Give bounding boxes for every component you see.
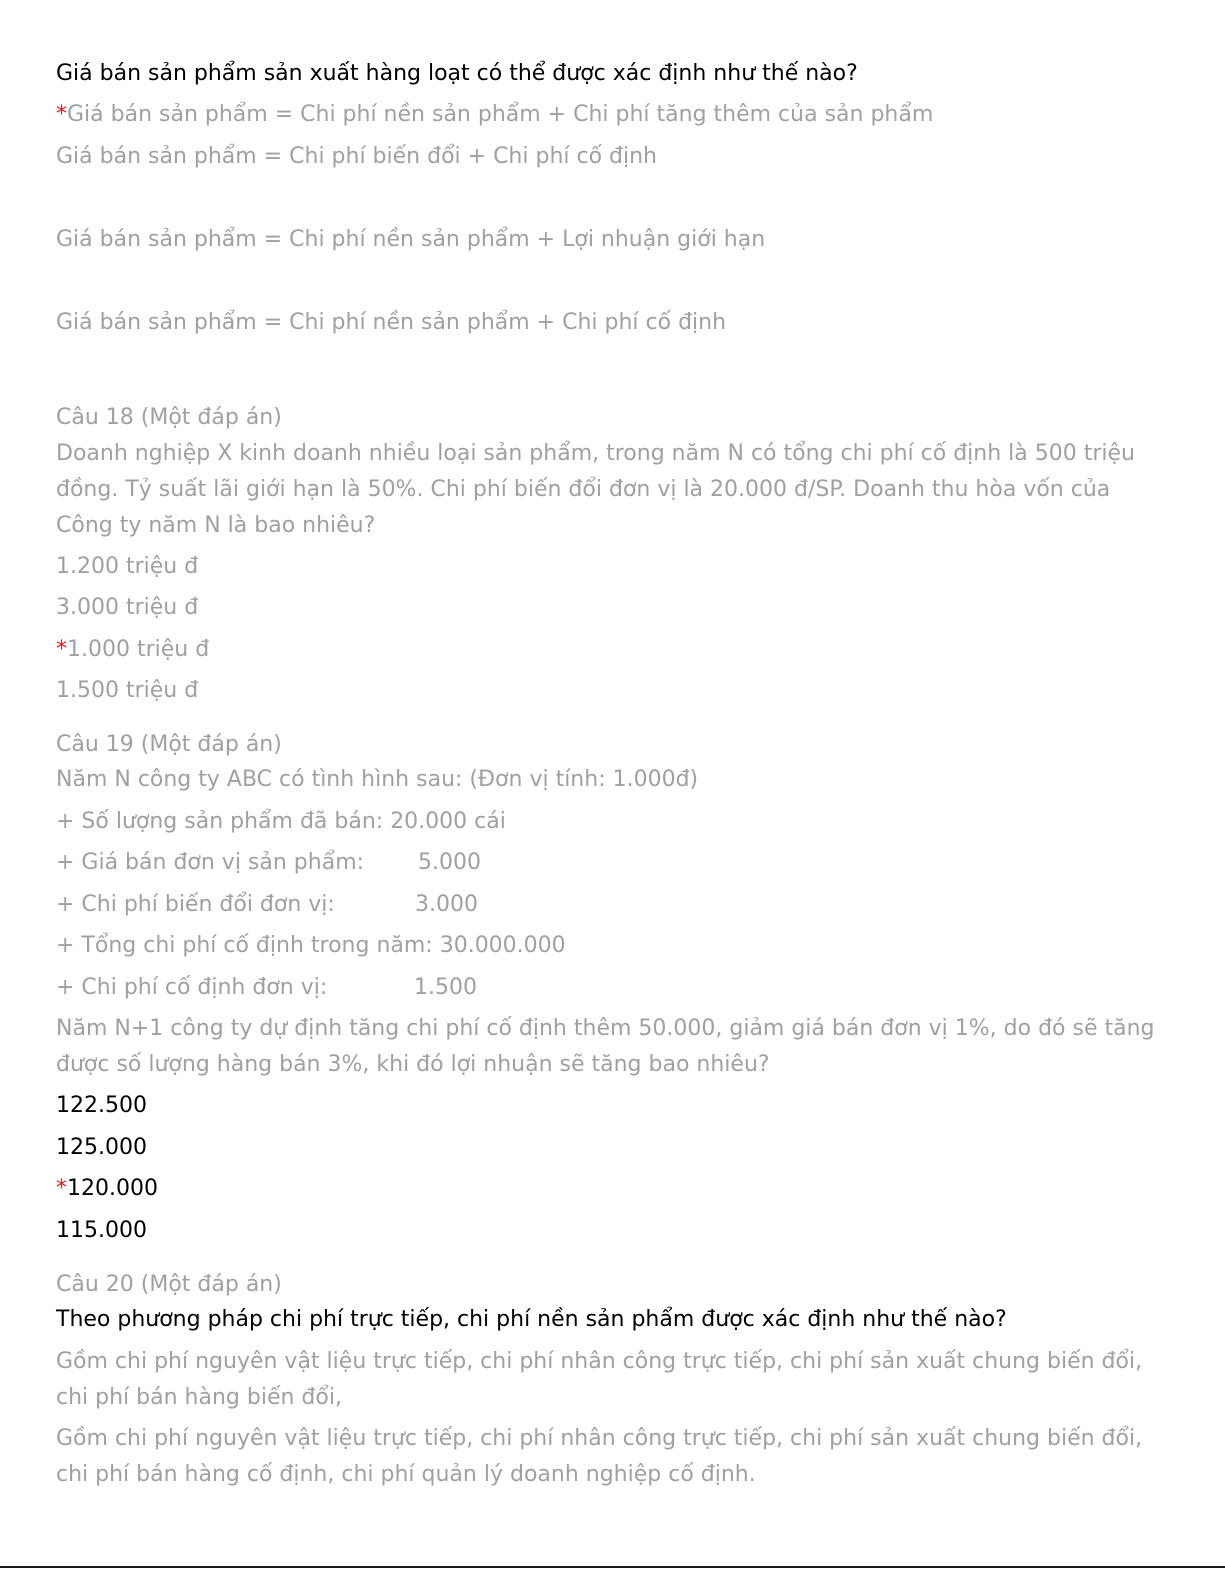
option-text: Giá bán sản phẩm = Chi phí nền sản phẩm + Chi phí tăng thêm của sản phẩm [67, 102, 934, 127]
q19-option-1[interactable]: 122.500 [56, 1093, 147, 1118]
fact-label: + Chi phí cố định đơn vị: [56, 975, 328, 1000]
q17-option-1[interactable] [56, 104, 933, 126]
q19-fact-quantity [56, 811, 506, 833]
fact-value: 3.000 [415, 892, 478, 917]
q17-option-4[interactable]: Giá bán sản phẩm = Chi phí nền sản phẩm + Chi phí cố định [56, 310, 727, 335]
q18-heading: Câu 18 (Một đáp án) [56, 405, 282, 430]
q19-option-3[interactable] [56, 1178, 158, 1200]
q18-option-1[interactable]: 1.200 triệu đ [56, 554, 199, 579]
fact-value: 1.500 [414, 975, 477, 1000]
fact-label: + Chi phí biến đổi đơn vị: [56, 892, 335, 917]
q18-option-3[interactable] [56, 639, 209, 661]
q19-question: Năm N+1 công ty dự định tăng chi phí cố định thêm 50.000, giảm giá bán đơn vị 1%, do đó sẽ tăng được số lượng hàng bán 3%, khi đó lợi nhuận sẽ tăng bao nhiêu? [56, 1016, 1155, 1077]
correct-answer-marker: * [56, 1176, 67, 1201]
fact-label: + Giá bán đơn vị sản phẩm: [56, 850, 365, 875]
correct-answer-marker: * [56, 637, 67, 662]
q19-option-2[interactable]: 125.000 [56, 1135, 147, 1160]
q20-question: Theo phương pháp chi phí trực tiếp, chi phí nền sản phẩm được xác định như thế nào? [56, 1307, 1007, 1332]
q19-heading: Câu 19 (Một đáp án) [56, 732, 282, 757]
q20-heading: Câu 20 (Một đáp án) [56, 1272, 282, 1297]
page-bottom-divider [0, 1566, 1225, 1568]
q17-option-3[interactable]: Giá bán sản phẩm = Chi phí nền sản phẩm + Lợi nhuận giới hạn [56, 227, 766, 252]
q19-fact-unit-fixed-cost [56, 975, 477, 1000]
q18-option-2[interactable]: 3.000 triệu đ [56, 595, 199, 620]
q19-option-4[interactable]: 115.000 [56, 1218, 147, 1243]
q19-fact-total-fixed-cost [56, 935, 566, 957]
fact-label: + Số lượng sản phẩm đã bán: 20.000 cái [56, 809, 506, 834]
correct-answer-marker: * [56, 102, 67, 127]
q17-question: Giá bán sản phẩm sản xuất hàng loạt có thể được xác định như thế nào? [56, 61, 858, 86]
q19-intro: Năm N công ty ABC có tình hình sau: (Đơn vị tính: 1.000đ) [56, 767, 699, 792]
option-text: 1.000 triệu đ [67, 637, 210, 662]
q20-option-1[interactable]: Gồm chi phí nguyên vật liệu trực tiếp, chi phí nhân công trực tiếp, chi phí sản xuất chung biến đổi, chi phí bán hàng biến đổi, [56, 1349, 1143, 1410]
fact-label: + Tổng chi phí cố định trong năm: 30.000.000 [56, 933, 566, 958]
q19-fact-unit-price [56, 850, 481, 875]
q20-option-2[interactable]: Gồm chi phí nguyên vật liệu trực tiếp, chi phí nhân công trực tiếp, chi phí sản xuất chung biến đổi, chi phí bán hàng cố định, chi phí quản lý doanh nghiệp cố định. [56, 1426, 1143, 1487]
option-text: 120.000 [67, 1176, 158, 1201]
q18-option-4[interactable]: 1.500 triệu đ [56, 678, 199, 703]
q18-question: Doanh nghiệp X kinh doanh nhiều loại sản phẩm, trong năm N có tổng chi phí cố định là 500 triệu đồng. Tỷ suất lãi giới hạn là 50%. Chi phí biến đổi đơn vị là 20.000 đ/SP. Doanh thu hòa vốn của Công ty năm N là bao nhiêu? [56, 441, 1135, 538]
q19-fact-unit-variable-cost [56, 892, 478, 917]
fact-value: 5.000 [418, 850, 481, 875]
q17-option-2[interactable]: Giá bán sản phẩm = Chi phí biến đổi + Chi phí cố định [56, 144, 658, 169]
